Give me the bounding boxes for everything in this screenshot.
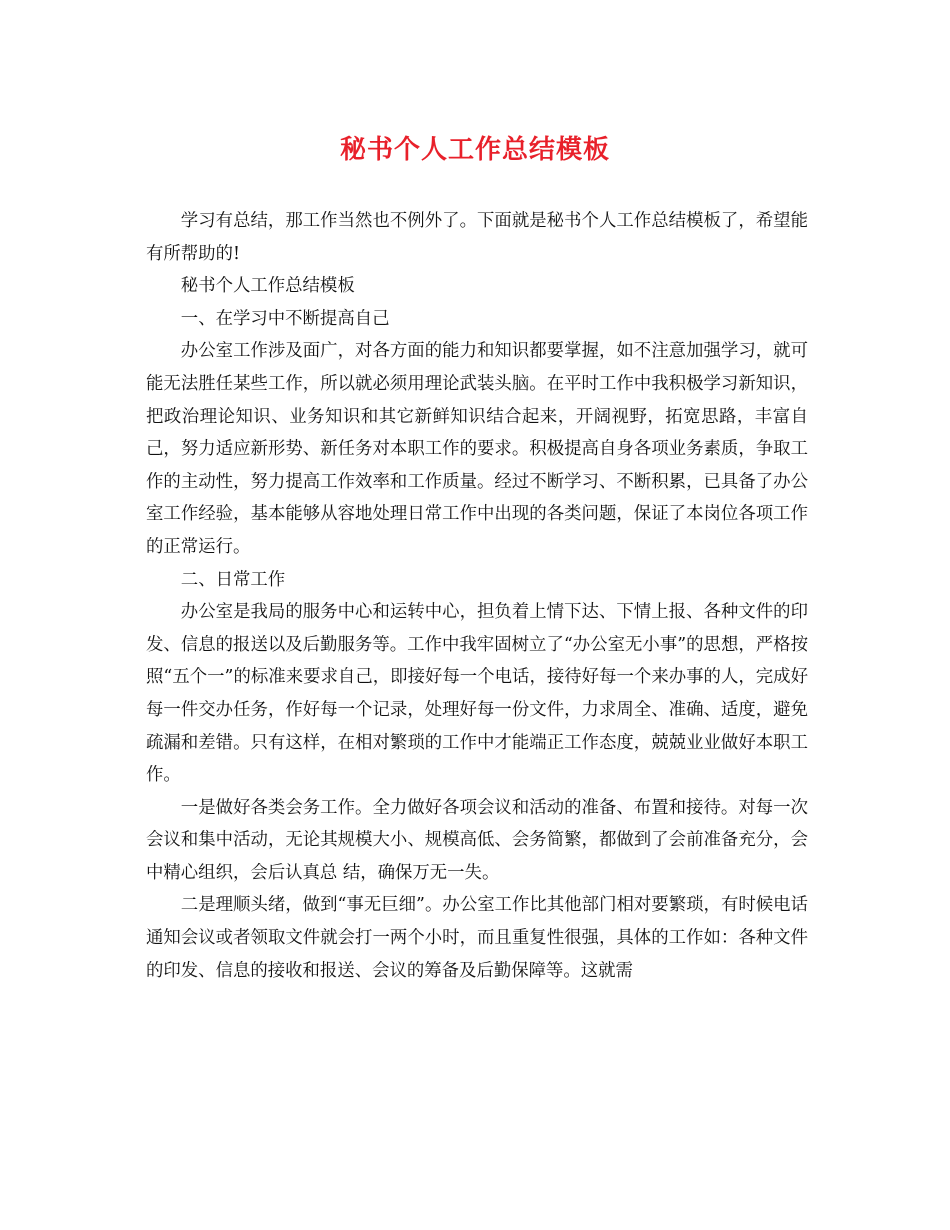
paragraph-meetings: 一是做好各类会务工作。全力做好各项会议和活动的准备、布置和接待。对每一次会议和集中活动，无论其规模大小、规模高低、会务简繁，都做到了会前准备充分，会中精心组织，会后认真总 结，确保万无一失。 — [146, 797, 808, 883]
paragraph-daily-work: 办公室是我局的服务中心和运转中心，担负着上情下达、下情上报、各种文件的印发、信息的报送以及后勤服务等。工作中我牢固树立了“办公室无小事”的思想，严格按照“五个一”的标准来要求自己，即接好每一个电话，接待好每一个来办事的人，完成好每一件交办任务，作好每一个记录，处理好每一份文件，力求周全、准确、适度，避免疏漏和差错。只有这样，在相对繁琐的工作中才能端正工作态度，兢兢业业做好本职工作。 — [146, 602, 808, 786]
section-heading-1: 一、在学习中不断提高自己 — [180, 308, 390, 329]
paragraph-intro: 学习有总结，那工作当然也不例外了。下面就是秘书个人工作总结模板了，希望能有所帮助的! — [146, 211, 808, 264]
paragraph-subtitle: 秘书个人工作总结模板 — [180, 276, 355, 297]
document-body — [146, 205, 808, 987]
section-heading-2: 二、日常工作 — [180, 569, 286, 590]
document-title: 秘书个人工作总结模板 — [339, 135, 610, 165]
paragraph-study: 办公室工作涉及面广，对各方面的能力和知识都要掌握，如不注意加强学习，就可能无法胜任某些工作，所以就必须用理论武装头脑。在平时工作中我积极学习新知识，把政治理论知识、业务知识和其它新鲜知识结合起来，开阔视野，拓宽思路，丰富自己，努力适应新形势、新任务对本职工作的要求。积极提高自身各项业务素质，争取工作的主动性，努力提高工作效率和工作质量。经过不断学习、不断积累，已具备了办公室工作经验，基本能够从容地处理日常工作中出现的各类问题，保证了本岗位各项工作的正常运行。 — [146, 341, 808, 557]
paragraph-details: 二是理顺头绪，做到“事无巨细”。办公室工作比其他部门相对要繁琐，有时候电话通知会议或者领取文件就会打一两个小时，而且重复性很强，具体的工作如：各种文件的印发、信息的接收和报送、会议的筹备及后勤保障等。这就需 — [146, 895, 808, 981]
